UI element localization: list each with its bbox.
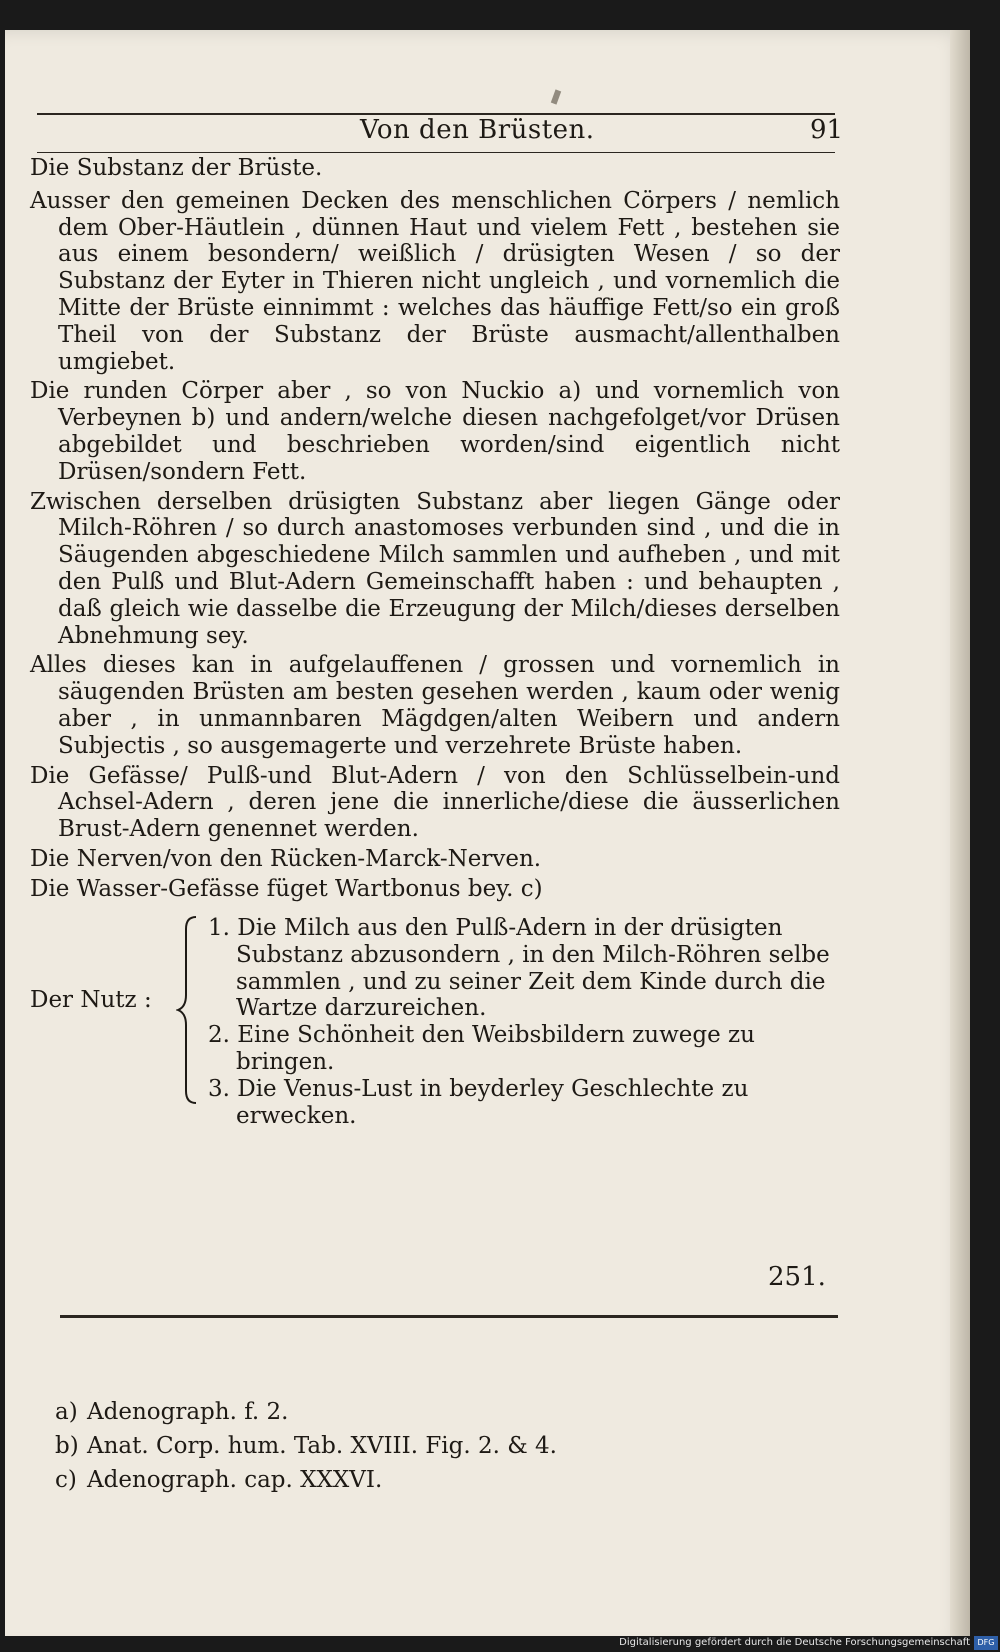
signature-mark: 251. bbox=[768, 1262, 826, 1292]
footnote-label: c) bbox=[55, 1467, 77, 1493]
footnote-label: a) bbox=[55, 1399, 78, 1425]
footnote-rule bbox=[60, 1315, 838, 1318]
nutz-label: Der Nutz : bbox=[30, 987, 152, 1013]
footnote-text: Anat. Corp. hum. Tab. XVIII. Fig. 2. & 4. bbox=[87, 1433, 557, 1459]
paragraph: Alles dieses kan in aufgelauffenen / grossen und vornemlich in säugenden Brüsten am besten gesehen werden , kaum oder wenig aber , in unmannbaren Mägdgen/alten Weibern und andern Subjectis , so ausgemagerte und verzehrete Brüste haben. bbox=[30, 652, 840, 759]
main-text bbox=[30, 155, 840, 906]
paragraph: Die Gefässe/ Pulß-und Blut-Adern / von den Schlüsselbein-und Achsel-Adern , deren jene die innerliche/diese die äusserlichen Brust-Adern genennet werden. bbox=[30, 762, 840, 843]
paragraph: Zwischen derselben drüsigten Substanz aber liegen Gänge oder Milch-Röhren / so durch anastomoses verbunden sind , und die in Säugenden abgeschiedene Milch sammlen und aufheben , und mit den Pulß und Blut-Adern Gemeinschafft haben : und behaupten , daß gleich wie dasselbe die Erzeugung der Milch/dieses derselben Abnehmung sey. bbox=[30, 488, 840, 649]
paragraph: Die Wasser-Gefässe füget Wartbonus bey. c) bbox=[30, 875, 543, 902]
page-number: 91 bbox=[810, 115, 844, 145]
nutz-item: 2. Eine Schönheit den Weibsbildern zuwege zu bringen. bbox=[208, 1022, 755, 1075]
paragraph: Die runden Cörper aber , so von Nuckio a) und vornemlich von Verbeynen b) und andern/welche diesen nachgefolget/vor Drüsen abgebildet und beschrieben worden/sind eigentlich nicht Drüsen/sondern Fett. bbox=[30, 378, 840, 485]
footnote-label: b) bbox=[55, 1433, 79, 1459]
paragraph: Ausser den gemeinen Decken des menschlichen Cörpers / nemlich dem Ober-Häutlein , dünnen Haut und vielem Fett , bestehen sie aus einem besondern/ weißlich / drüsigten Wesen / so der Substanz der Eyter in Thieren nicht ungleich , und vornemlich die Mitte der Brüste einnimmt : welches das häuffige Fett/so ein groß Theil von der Substanz der Brüste ausmacht/allenthalben umgiebet. bbox=[30, 187, 840, 375]
section-heading: Die Substanz der Brüste. bbox=[30, 155, 323, 181]
footnote bbox=[55, 1429, 755, 1463]
footnotes bbox=[55, 1395, 755, 1497]
curly-brace-icon bbox=[176, 915, 200, 1105]
nutz-item: 1. Die Milch aus den Pulß-Adern in der drüsigten Substanz abzusondern , in den Milch-Röhren selbe sammlen , und zu seiner Zeit dem Kinde durch die Wartze darzureichen. bbox=[208, 915, 830, 1022]
nutz-section bbox=[30, 915, 840, 1129]
credit-text: Digitalisierung gefördert durch die Deutsche Forschungsgemeinschaft bbox=[619, 1637, 970, 1648]
running-head: Von den Brüsten. bbox=[360, 115, 595, 145]
footnote-text: Adenograph. cap. XXXVI. bbox=[87, 1467, 383, 1493]
page-gutter-shadow bbox=[950, 30, 970, 1648]
footnote bbox=[55, 1463, 755, 1497]
footnote bbox=[55, 1395, 755, 1429]
paragraph: Die Nerven/von den Rücken-Marck-Nerven. bbox=[30, 845, 542, 872]
dfg-logo: DFG bbox=[974, 1636, 998, 1650]
nutz-item: 3. Die Venus-Lust in beyderley Geschlechte zu erwecken. bbox=[208, 1075, 749, 1129]
header-rule-bottom bbox=[37, 152, 835, 153]
nutz-list bbox=[208, 915, 838, 1129]
footnote-text: Adenograph. f. 2. bbox=[87, 1399, 289, 1425]
